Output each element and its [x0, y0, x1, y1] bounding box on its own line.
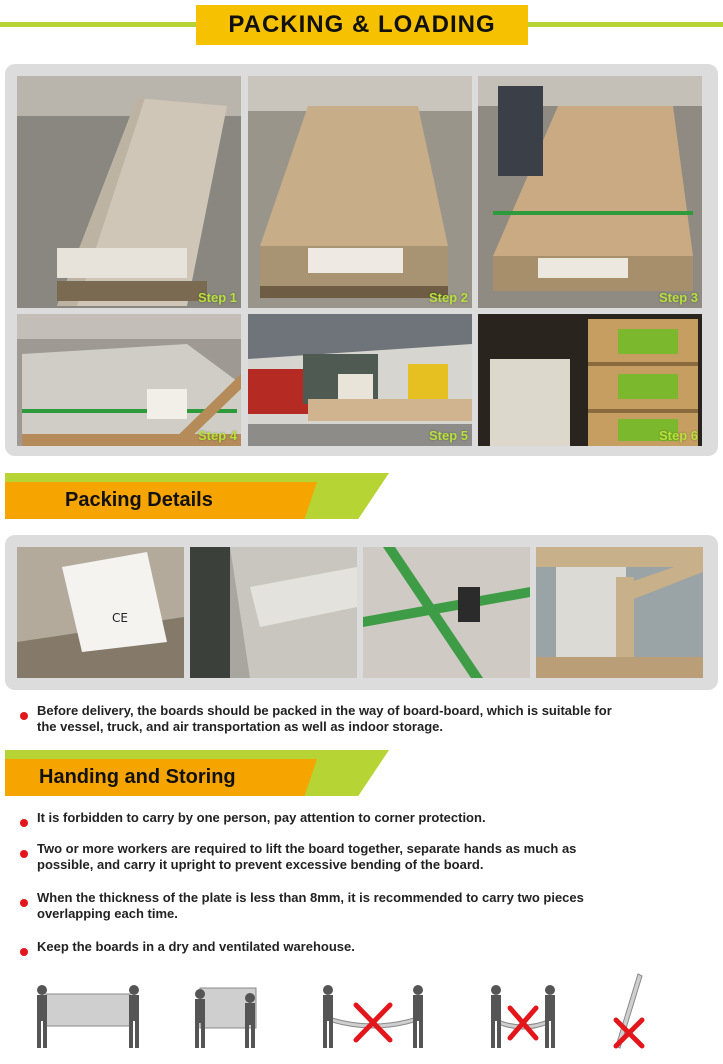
single-person-wrong-icon	[608, 972, 652, 1052]
detail-photo-strap	[363, 547, 530, 678]
handing-bullet-text: It is forbidden to carry by one person, pay attention to corner protection.	[37, 810, 486, 825]
carry-flat-wrong-icon	[318, 980, 428, 1050]
bullet-dot	[20, 948, 28, 956]
handing-bullet	[20, 890, 620, 922]
step-1-photo	[17, 76, 241, 308]
detail-photo-wrap	[190, 547, 357, 678]
step-5-label: Step 5	[428, 428, 468, 443]
step-6-label: Step 6	[658, 428, 698, 443]
packing-bullet	[20, 703, 620, 735]
step-1-label: Step 1	[197, 290, 237, 305]
packing-details-title: Packing Details	[65, 489, 213, 511]
page-title: PACKING & LOADING	[196, 5, 528, 45]
step-3-label: Step 3	[658, 290, 698, 305]
step-4-photo	[17, 314, 241, 446]
packing-bullet-text: Before delivery, the boards should be packed in the way of board-board, which is suitable for the vessel, truck, and air transportation as well as indoor storage.	[37, 703, 612, 734]
bullet-dot	[20, 819, 28, 827]
handing-bullet	[20, 810, 620, 827]
bullet-dot	[20, 712, 28, 720]
carry-flat-short-wrong-icon	[488, 980, 558, 1050]
detail-photo-corner	[536, 547, 703, 678]
carry-edge-correct-icon	[186, 980, 266, 1050]
detail-photo-label	[17, 547, 184, 678]
packing-details-header	[5, 473, 395, 519]
handing-storing-header	[5, 750, 395, 796]
handing-storing-title: Handing and Storing	[39, 766, 236, 788]
svg-text:CE: CE	[112, 611, 128, 625]
step-6-photo	[478, 314, 702, 446]
handing-bullet-text: Keep the boards in a dry and ventilated warehouse.	[37, 939, 355, 954]
carry-upright-correct-icon	[32, 980, 144, 1050]
step-3-photo	[478, 76, 702, 308]
step-4-label: Step 4	[197, 428, 237, 443]
bullet-dot	[20, 850, 28, 858]
handing-bullet	[20, 939, 620, 956]
bullet-dot	[20, 899, 28, 907]
step-2-label: Step 2	[428, 290, 468, 305]
packing-steps-panel	[5, 64, 718, 456]
step-5-photo	[248, 314, 472, 446]
step-2-photo	[248, 76, 472, 308]
handing-bullet-text: When the thickness of the plate is less than 8mm, it is recommended to carry two pieces overlapping each time.	[37, 890, 584, 921]
handing-bullet-text: Two or more workers are required to lift the board together, separate hands as much as possible, and carry it upright to prevent excessive bending of the board.	[37, 841, 577, 872]
handing-bullet	[20, 841, 620, 873]
packing-details-panel	[5, 535, 718, 690]
